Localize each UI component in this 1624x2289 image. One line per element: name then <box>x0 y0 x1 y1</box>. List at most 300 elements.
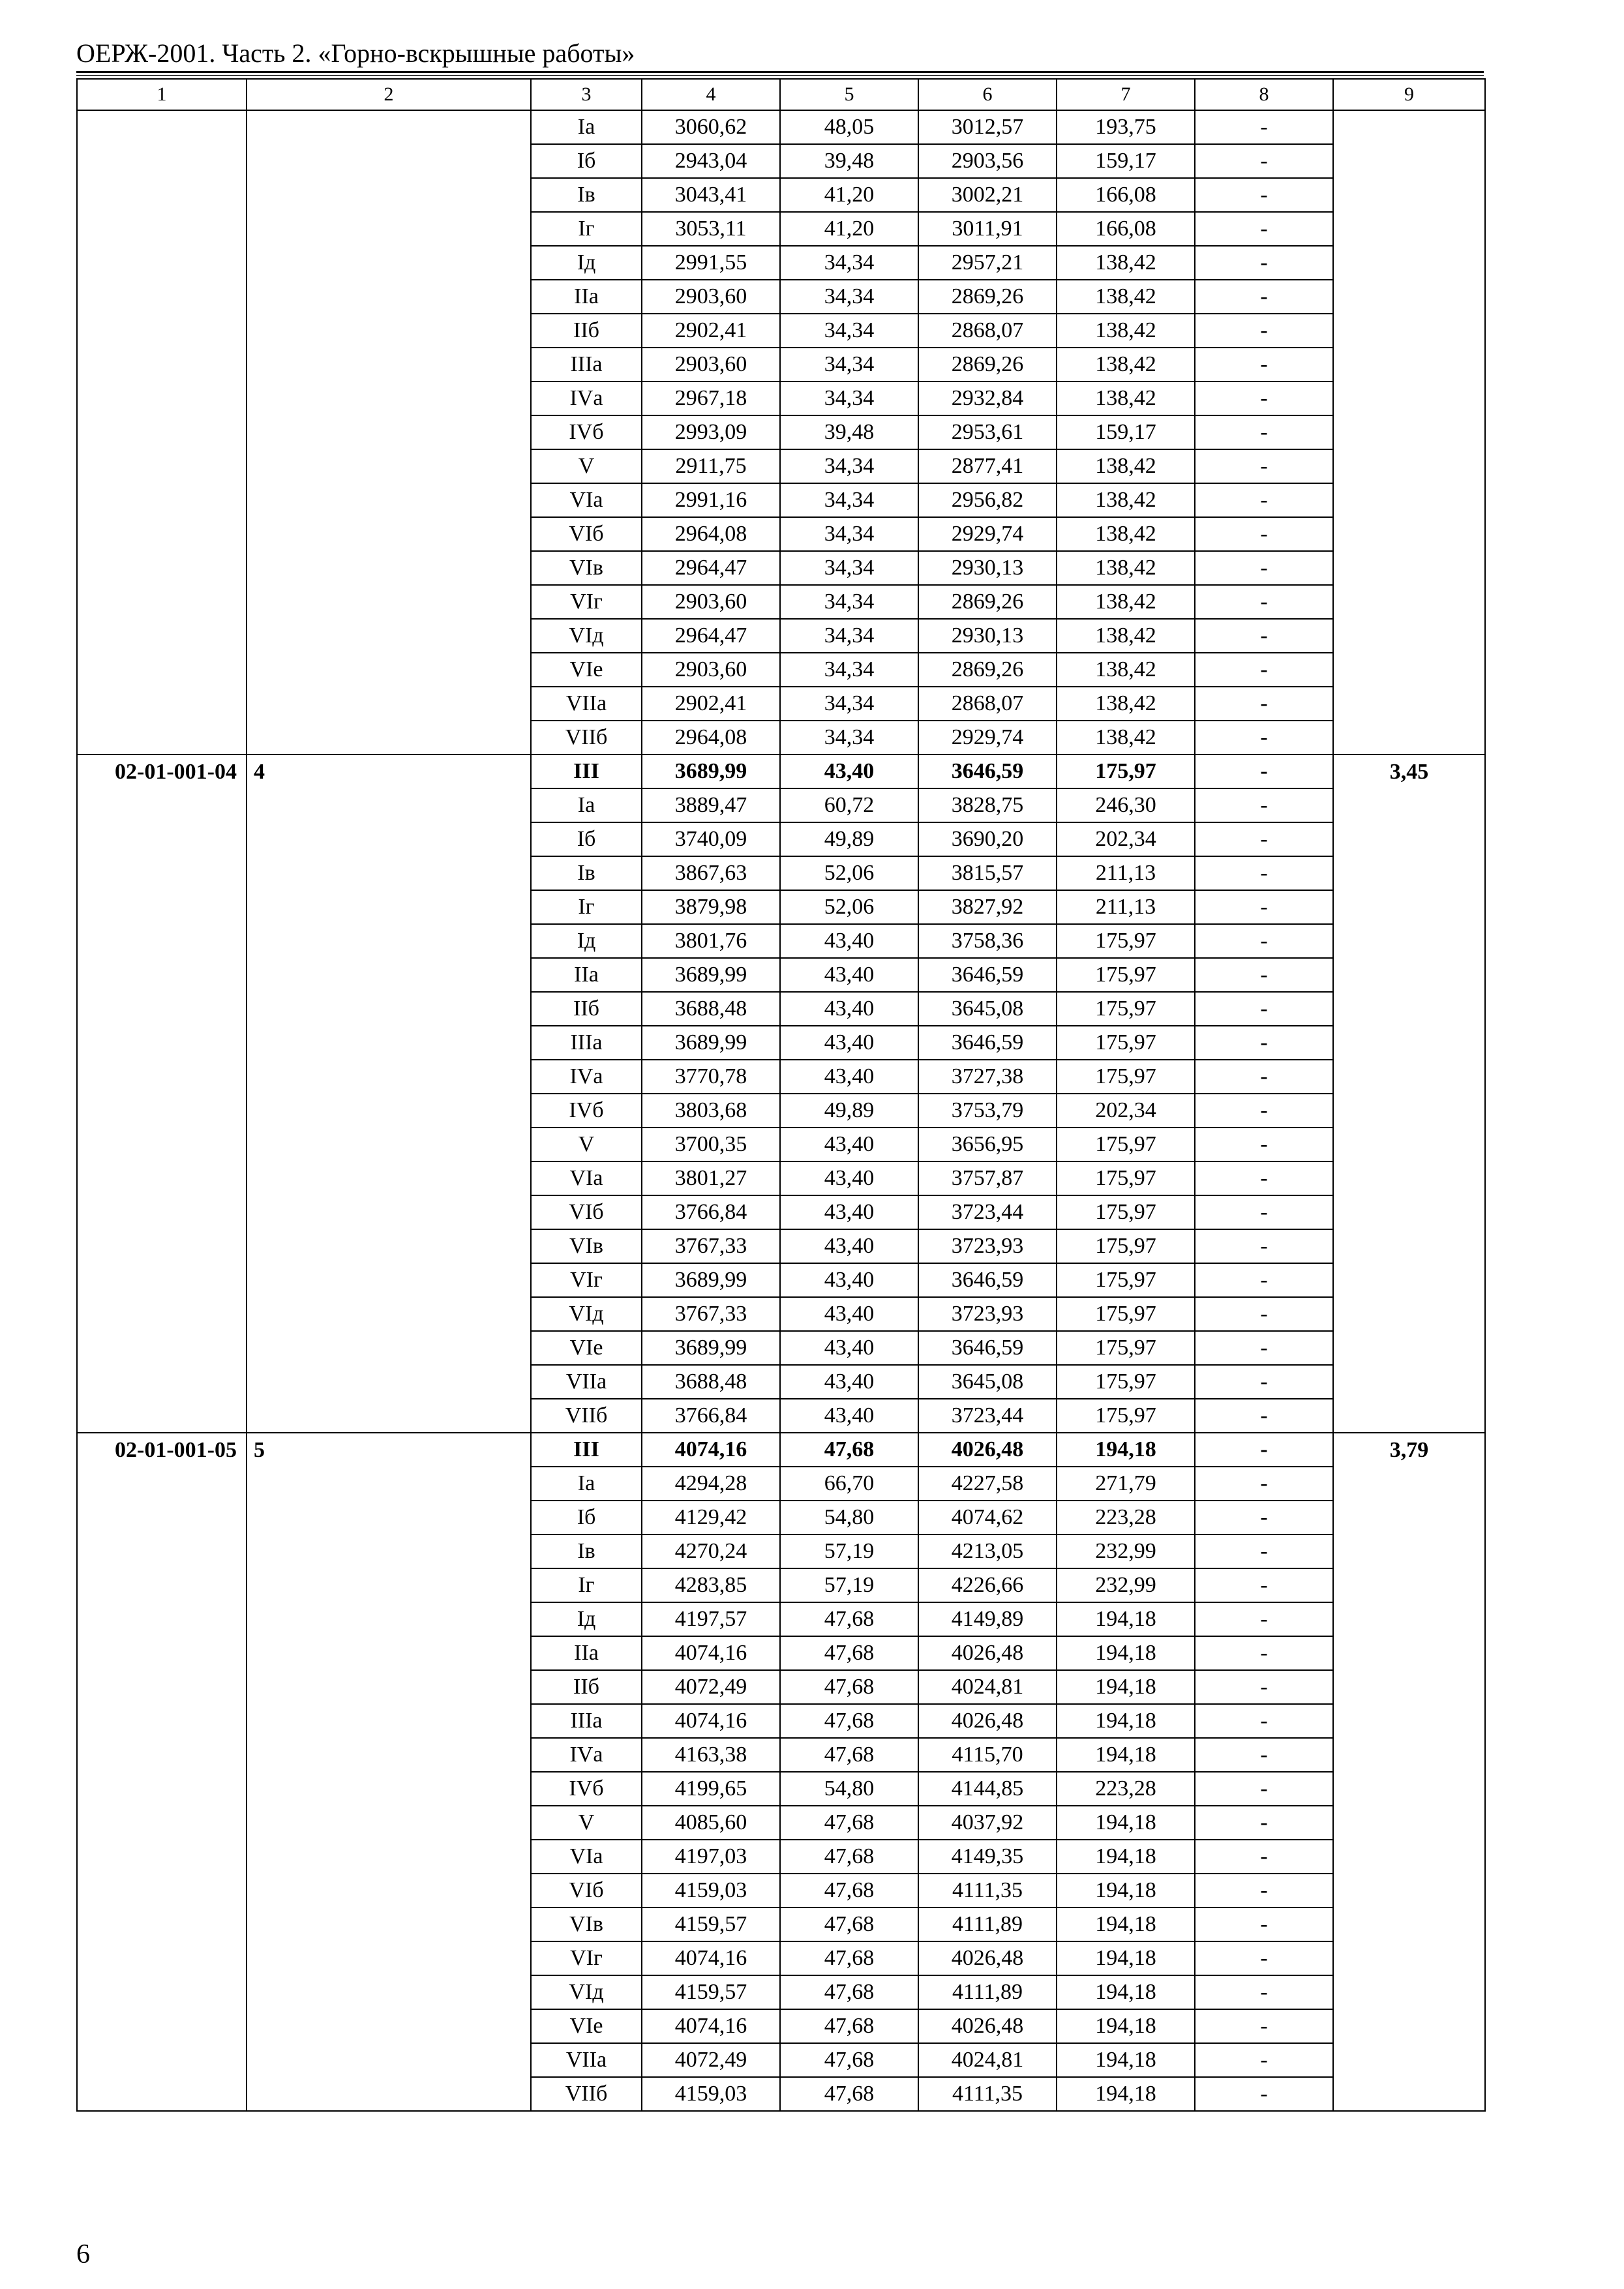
operator-wage-cell: 138,42 <box>1057 687 1195 721</box>
operator-wage-cell: 138,42 <box>1057 585 1195 619</box>
materials-cell: - <box>1195 788 1333 822</box>
resource-cell: Iв <box>531 856 642 890</box>
machine-cost-cell: 2868,07 <box>918 687 1057 721</box>
machine-cost-cell: 3645,08 <box>918 992 1057 1026</box>
total-cost-cell: 4074,16 <box>642 1433 780 1467</box>
wage-cell: 47,68 <box>780 2043 918 2077</box>
total-cost-cell: 4270,24 <box>642 1534 780 1568</box>
operator-wage-cell: 138,42 <box>1057 449 1195 483</box>
materials-cell: - <box>1195 1229 1333 1263</box>
table-row <box>77 110 1485 144</box>
resource-cell: VIIб <box>531 721 642 755</box>
operator-wage-cell: 194,18 <box>1057 1941 1195 1975</box>
rate-code-cell: 02-01-001-05 <box>77 1433 247 2111</box>
operator-wage-cell: 223,28 <box>1057 1772 1195 1806</box>
materials-cell: - <box>1195 1399 1333 1433</box>
operator-wage-cell: 194,18 <box>1057 1840 1195 1874</box>
operator-wage-cell: 175,97 <box>1057 1060 1195 1094</box>
operator-wage-cell: 271,79 <box>1057 1467 1195 1501</box>
wage-cell: 43,40 <box>780 755 918 788</box>
operator-wage-cell: 166,08 <box>1057 212 1195 246</box>
materials-cell: - <box>1195 483 1333 517</box>
operator-wage-cell: 194,18 <box>1057 2043 1195 2077</box>
resource-cell: VIе <box>531 1331 642 1365</box>
resource-cell: IIIа <box>531 348 642 382</box>
page-number: 6 <box>76 2239 90 2269</box>
labour-cost-cell <box>1333 110 1485 755</box>
wage-cell: 43,40 <box>780 1128 918 1161</box>
operator-wage-cell: 175,97 <box>1057 1365 1195 1399</box>
materials-cell: - <box>1195 1060 1333 1094</box>
materials-cell: - <box>1195 2009 1333 2043</box>
labour-cost-cell: 3,45 <box>1333 755 1485 1433</box>
wage-cell: 47,68 <box>780 1602 918 1636</box>
machine-cost-cell: 4111,35 <box>918 1874 1057 1908</box>
materials-cell: - <box>1195 1602 1333 1636</box>
rate-number-cell: 5 <box>247 1433 531 2111</box>
total-cost-cell: 4159,57 <box>642 1975 780 2009</box>
machine-cost-cell: 2869,26 <box>918 348 1057 382</box>
total-cost-cell: 2903,60 <box>642 585 780 619</box>
total-cost-cell: 3879,98 <box>642 890 780 924</box>
materials-cell: - <box>1195 348 1333 382</box>
total-cost-cell: 3689,99 <box>642 958 780 992</box>
total-cost-cell: 3801,76 <box>642 924 780 958</box>
operator-wage-cell: 211,13 <box>1057 890 1195 924</box>
resource-cell: VIIа <box>531 687 642 721</box>
column-number-cell: 7 <box>1057 79 1195 110</box>
machine-cost-cell: 3723,93 <box>918 1229 1057 1263</box>
machine-cost-cell: 2929,74 <box>918 721 1057 755</box>
wage-cell: 43,40 <box>780 958 918 992</box>
resource-cell: Iа <box>531 788 642 822</box>
resource-cell: Iд <box>531 1602 642 1636</box>
resource-cell: VIа <box>531 483 642 517</box>
resource-cell: IIб <box>531 1670 642 1704</box>
machine-cost-cell: 3646,59 <box>918 755 1057 788</box>
resource-cell: VIIб <box>531 1399 642 1433</box>
total-cost-cell: 4074,16 <box>642 2009 780 2043</box>
total-cost-cell: 4159,57 <box>642 1908 780 1941</box>
wage-cell: 54,80 <box>780 1772 918 1806</box>
wage-cell: 49,89 <box>780 1094 918 1128</box>
materials-cell: - <box>1195 1908 1333 1941</box>
total-cost-cell: 2993,09 <box>642 415 780 449</box>
materials-cell: - <box>1195 1297 1333 1331</box>
column-number-cell: 4 <box>642 79 780 110</box>
materials-cell: - <box>1195 314 1333 348</box>
machine-cost-cell: 3656,95 <box>918 1128 1057 1161</box>
norm-rates-table <box>76 78 1486 2112</box>
wage-cell: 43,40 <box>780 1331 918 1365</box>
wage-cell: 34,34 <box>780 246 918 280</box>
materials-cell: - <box>1195 517 1333 551</box>
materials-cell: - <box>1195 1026 1333 1060</box>
total-cost-cell: 4074,16 <box>642 1941 780 1975</box>
resource-cell: VIд <box>531 1297 642 1331</box>
operator-wage-cell: 175,97 <box>1057 1161 1195 1195</box>
total-cost-cell: 4197,03 <box>642 1840 780 1874</box>
wage-cell: 47,68 <box>780 1806 918 1840</box>
machine-cost-cell: 4026,48 <box>918 1704 1057 1738</box>
materials-cell: - <box>1195 687 1333 721</box>
materials-cell: - <box>1195 1128 1333 1161</box>
materials-cell: - <box>1195 551 1333 585</box>
operator-wage-cell: 194,18 <box>1057 1636 1195 1670</box>
materials-cell: - <box>1195 415 1333 449</box>
total-cost-cell: 2902,41 <box>642 314 780 348</box>
total-cost-cell: 2903,60 <box>642 280 780 314</box>
resource-cell: VIв <box>531 1229 642 1263</box>
operator-wage-cell: 138,42 <box>1057 348 1195 382</box>
total-cost-cell: 3767,33 <box>642 1229 780 1263</box>
wage-cell: 43,40 <box>780 1399 918 1433</box>
materials-cell: - <box>1195 1433 1333 1467</box>
total-cost-cell: 2943,04 <box>642 144 780 178</box>
machine-cost-cell: 2869,26 <box>918 280 1057 314</box>
wage-cell: 34,34 <box>780 348 918 382</box>
resource-cell: V <box>531 1128 642 1161</box>
wage-cell: 39,48 <box>780 144 918 178</box>
operator-wage-cell: 159,17 <box>1057 415 1195 449</box>
materials-cell: - <box>1195 449 1333 483</box>
wage-cell: 66,70 <box>780 1467 918 1501</box>
machine-cost-cell: 2953,61 <box>918 415 1057 449</box>
wage-cell: 34,34 <box>780 483 918 517</box>
operator-wage-cell: 194,18 <box>1057 1433 1195 1467</box>
materials-cell: - <box>1195 1975 1333 2009</box>
total-cost-cell: 4159,03 <box>642 2077 780 2111</box>
resource-cell: V <box>531 449 642 483</box>
wage-cell: 41,20 <box>780 212 918 246</box>
total-cost-cell: 2967,18 <box>642 382 780 415</box>
resource-cell: VIв <box>531 1908 642 1941</box>
wage-cell: 47,68 <box>780 2009 918 2043</box>
total-cost-cell: 4085,60 <box>642 1806 780 1840</box>
total-cost-cell: 2911,75 <box>642 449 780 483</box>
operator-wage-cell: 138,42 <box>1057 280 1195 314</box>
total-cost-cell: 3801,27 <box>642 1161 780 1195</box>
wage-cell: 34,34 <box>780 619 918 653</box>
total-cost-cell: 2964,47 <box>642 551 780 585</box>
wage-cell: 43,40 <box>780 1026 918 1060</box>
materials-cell: - <box>1195 1670 1333 1704</box>
total-cost-cell: 3766,84 <box>642 1399 780 1433</box>
machine-cost-cell: 3011,91 <box>918 212 1057 246</box>
operator-wage-cell: 194,18 <box>1057 1806 1195 1840</box>
operator-wage-cell: 194,18 <box>1057 2009 1195 2043</box>
materials-cell: - <box>1195 1874 1333 1908</box>
wage-cell: 43,40 <box>780 1195 918 1229</box>
resource-cell: VIд <box>531 619 642 653</box>
wage-cell: 47,68 <box>780 1704 918 1738</box>
machine-cost-cell: 4226,66 <box>918 1568 1057 1602</box>
wage-cell: 43,40 <box>780 1365 918 1399</box>
resource-cell: Iб <box>531 1501 642 1534</box>
wage-cell: 34,34 <box>780 449 918 483</box>
column-number-cell: 1 <box>77 79 247 110</box>
operator-wage-cell: 175,97 <box>1057 1128 1195 1161</box>
materials-cell: - <box>1195 653 1333 687</box>
rate-number-cell: 4 <box>247 755 531 1433</box>
resource-cell: VIб <box>531 1195 642 1229</box>
total-cost-cell: 2964,08 <box>642 721 780 755</box>
resource-cell: VIг <box>531 1941 642 1975</box>
machine-cost-cell: 4026,48 <box>918 1941 1057 1975</box>
total-cost-cell: 4159,03 <box>642 1874 780 1908</box>
machine-cost-cell: 4149,35 <box>918 1840 1057 1874</box>
materials-cell: - <box>1195 1501 1333 1534</box>
total-cost-cell: 3889,47 <box>642 788 780 822</box>
wage-cell: 57,19 <box>780 1568 918 1602</box>
wage-cell: 54,80 <box>780 1501 918 1534</box>
operator-wage-cell: 138,42 <box>1057 483 1195 517</box>
operator-wage-cell: 194,18 <box>1057 1738 1195 1772</box>
machine-cost-cell: 3723,44 <box>918 1399 1057 1433</box>
operator-wage-cell: 175,97 <box>1057 1297 1195 1331</box>
materials-cell: - <box>1195 1704 1333 1738</box>
machine-cost-cell: 3646,59 <box>918 1263 1057 1297</box>
resource-cell: VIIа <box>531 2043 642 2077</box>
materials-cell: - <box>1195 958 1333 992</box>
wage-cell: 47,68 <box>780 1670 918 1704</box>
total-cost-cell: 3060,62 <box>642 110 780 144</box>
resource-cell: VIг <box>531 1263 642 1297</box>
resource-cell: IVб <box>531 415 642 449</box>
materials-cell: - <box>1195 1534 1333 1568</box>
total-cost-cell: 2991,55 <box>642 246 780 280</box>
column-number-cell: 8 <box>1195 79 1333 110</box>
total-cost-cell: 2964,08 <box>642 517 780 551</box>
total-cost-cell: 4283,85 <box>642 1568 780 1602</box>
total-cost-cell: 3767,33 <box>642 1297 780 1331</box>
machine-cost-cell: 2930,13 <box>918 551 1057 585</box>
operator-wage-cell: 175,97 <box>1057 1399 1195 1433</box>
materials-cell: - <box>1195 755 1333 788</box>
machine-cost-cell: 3645,08 <box>918 1365 1057 1399</box>
total-cost-cell: 3740,09 <box>642 822 780 856</box>
machine-cost-cell: 3723,44 <box>918 1195 1057 1229</box>
materials-cell: - <box>1195 1738 1333 1772</box>
resource-cell: VIа <box>531 1840 642 1874</box>
operator-wage-cell: 138,42 <box>1057 653 1195 687</box>
resource-cell: VIа <box>531 1161 642 1195</box>
machine-cost-cell: 4149,89 <box>918 1602 1057 1636</box>
machine-cost-cell: 4115,70 <box>918 1738 1057 1772</box>
column-number-cell: 3 <box>531 79 642 110</box>
resource-cell: IIIа <box>531 1704 642 1738</box>
total-cost-cell: 3803,68 <box>642 1094 780 1128</box>
total-cost-cell: 4074,16 <box>642 1704 780 1738</box>
operator-wage-cell: 175,97 <box>1057 992 1195 1026</box>
machine-cost-cell: 4111,89 <box>918 1908 1057 1941</box>
wage-cell: 34,34 <box>780 585 918 619</box>
total-cost-cell: 3689,99 <box>642 755 780 788</box>
materials-cell: - <box>1195 856 1333 890</box>
materials-cell: - <box>1195 178 1333 212</box>
resource-cell: VIб <box>531 1874 642 1908</box>
machine-cost-cell: 4026,48 <box>918 1636 1057 1670</box>
operator-wage-cell: 194,18 <box>1057 1874 1195 1908</box>
resource-cell: IIIа <box>531 1026 642 1060</box>
operator-wage-cell: 193,75 <box>1057 110 1195 144</box>
wage-cell: 47,68 <box>780 1433 918 1467</box>
machine-cost-cell: 3646,59 <box>918 1331 1057 1365</box>
machine-cost-cell: 2869,26 <box>918 653 1057 687</box>
machine-cost-cell: 2877,41 <box>918 449 1057 483</box>
total-cost-cell: 4199,65 <box>642 1772 780 1806</box>
operator-wage-cell: 166,08 <box>1057 178 1195 212</box>
wage-cell: 47,68 <box>780 1941 918 1975</box>
wage-cell: 48,05 <box>780 110 918 144</box>
total-cost-cell: 3043,41 <box>642 178 780 212</box>
machine-cost-cell: 4024,81 <box>918 2043 1057 2077</box>
table-row <box>77 755 1485 788</box>
materials-cell: - <box>1195 144 1333 178</box>
table-body <box>77 79 1485 2111</box>
materials-cell: - <box>1195 1365 1333 1399</box>
materials-cell: - <box>1195 1195 1333 1229</box>
total-cost-cell: 2964,47 <box>642 619 780 653</box>
machine-cost-cell: 3828,75 <box>918 788 1057 822</box>
materials-cell: - <box>1195 890 1333 924</box>
operator-wage-cell: 175,97 <box>1057 1331 1195 1365</box>
wage-cell: 47,68 <box>780 1908 918 1941</box>
operator-wage-cell: 175,97 <box>1057 924 1195 958</box>
machine-cost-cell: 3827,92 <box>918 890 1057 924</box>
wage-cell: 47,68 <box>780 1738 918 1772</box>
total-cost-cell: 3770,78 <box>642 1060 780 1094</box>
machine-cost-cell: 4227,58 <box>918 1467 1057 1501</box>
total-cost-cell: 4072,49 <box>642 2043 780 2077</box>
wage-cell: 34,34 <box>780 314 918 348</box>
operator-wage-cell: 194,18 <box>1057 1602 1195 1636</box>
column-number-cell: 9 <box>1333 79 1485 110</box>
resource-cell: IVб <box>531 1772 642 1806</box>
machine-cost-cell: 3723,93 <box>918 1297 1057 1331</box>
wage-cell: 43,40 <box>780 1263 918 1297</box>
machine-cost-cell: 4074,62 <box>918 1501 1057 1534</box>
resource-cell: VIIб <box>531 2077 642 2111</box>
resource-cell: VIг <box>531 585 642 619</box>
document-header-title: ОЕРЖ-2001. Часть 2. «Горно-вскрышные работы» <box>76 38 635 68</box>
resource-cell: Iб <box>531 822 642 856</box>
operator-wage-cell: 175,97 <box>1057 958 1195 992</box>
total-cost-cell: 3700,35 <box>642 1128 780 1161</box>
operator-wage-cell: 232,99 <box>1057 1568 1195 1602</box>
materials-cell: - <box>1195 1331 1333 1365</box>
operator-wage-cell: 194,18 <box>1057 1975 1195 2009</box>
resource-cell: VIе <box>531 2009 642 2043</box>
total-cost-cell: 3867,63 <box>642 856 780 890</box>
materials-cell: - <box>1195 1636 1333 1670</box>
operator-wage-cell: 138,42 <box>1057 246 1195 280</box>
wage-cell: 47,68 <box>780 2077 918 2111</box>
total-cost-cell: 3688,48 <box>642 1365 780 1399</box>
machine-cost-cell: 3002,21 <box>918 178 1057 212</box>
machine-cost-cell: 4037,92 <box>918 1806 1057 1840</box>
materials-cell: - <box>1195 382 1333 415</box>
operator-wage-cell: 175,97 <box>1057 1263 1195 1297</box>
total-cost-cell: 4074,16 <box>642 1636 780 1670</box>
operator-wage-cell: 246,30 <box>1057 788 1195 822</box>
resource-cell: VIе <box>531 653 642 687</box>
wage-cell: 47,68 <box>780 1975 918 2009</box>
wage-cell: 34,34 <box>780 687 918 721</box>
total-cost-cell: 3689,99 <box>642 1331 780 1365</box>
materials-cell: - <box>1195 1094 1333 1128</box>
operator-wage-cell: 175,97 <box>1057 1229 1195 1263</box>
total-cost-cell: 3053,11 <box>642 212 780 246</box>
total-cost-cell: 3766,84 <box>642 1195 780 1229</box>
operator-wage-cell: 138,42 <box>1057 619 1195 653</box>
wage-cell: 39,48 <box>780 415 918 449</box>
machine-cost-cell: 3012,57 <box>918 110 1057 144</box>
materials-cell: - <box>1195 1840 1333 1874</box>
resource-cell: Iв <box>531 1534 642 1568</box>
machine-cost-cell: 2869,26 <box>918 585 1057 619</box>
machine-cost-cell: 2868,07 <box>918 314 1057 348</box>
total-cost-cell: 3688,48 <box>642 992 780 1026</box>
operator-wage-cell: 223,28 <box>1057 1501 1195 1534</box>
machine-cost-cell: 3758,36 <box>918 924 1057 958</box>
total-cost-cell: 4163,38 <box>642 1738 780 1772</box>
resource-cell: Iа <box>531 110 642 144</box>
operator-wage-cell: 202,34 <box>1057 1094 1195 1128</box>
operator-wage-cell: 138,42 <box>1057 721 1195 755</box>
machine-cost-cell: 4111,35 <box>918 2077 1057 2111</box>
resource-cell: III <box>531 755 642 788</box>
resource-cell: IVа <box>531 1060 642 1094</box>
machine-cost-cell: 3757,87 <box>918 1161 1057 1195</box>
wage-cell: 43,40 <box>780 1161 918 1195</box>
materials-cell: - <box>1195 619 1333 653</box>
resource-cell: Iа <box>531 1467 642 1501</box>
operator-wage-cell: 175,97 <box>1057 755 1195 788</box>
materials-cell: - <box>1195 1772 1333 1806</box>
wage-cell: 34,34 <box>780 382 918 415</box>
materials-cell: - <box>1195 246 1333 280</box>
header-rule-thick <box>76 71 1484 73</box>
wage-cell: 47,68 <box>780 1636 918 1670</box>
resource-cell: Iг <box>531 890 642 924</box>
operator-wage-cell: 194,18 <box>1057 1670 1195 1704</box>
materials-cell: - <box>1195 721 1333 755</box>
resource-cell: Iб <box>531 144 642 178</box>
operator-wage-cell: 138,42 <box>1057 551 1195 585</box>
materials-cell: - <box>1195 1941 1333 1975</box>
machine-cost-cell: 4144,85 <box>918 1772 1057 1806</box>
materials-cell: - <box>1195 1263 1333 1297</box>
resource-cell: IIб <box>531 992 642 1026</box>
header-rule-thin <box>76 75 1484 76</box>
materials-cell: - <box>1195 280 1333 314</box>
machine-cost-cell: 3646,59 <box>918 1026 1057 1060</box>
machine-cost-cell: 3727,38 <box>918 1060 1057 1094</box>
wage-cell: 43,40 <box>780 924 918 958</box>
resource-cell: Iг <box>531 212 642 246</box>
wage-cell: 47,68 <box>780 1874 918 1908</box>
materials-cell: - <box>1195 1568 1333 1602</box>
total-cost-cell: 3689,99 <box>642 1026 780 1060</box>
operator-wage-cell: 211,13 <box>1057 856 1195 890</box>
resource-cell: IVб <box>531 1094 642 1128</box>
materials-cell: - <box>1195 585 1333 619</box>
total-cost-cell: 4129,42 <box>642 1501 780 1534</box>
materials-cell: - <box>1195 110 1333 144</box>
resource-cell: Iд <box>531 924 642 958</box>
machine-cost-cell: 2903,56 <box>918 144 1057 178</box>
